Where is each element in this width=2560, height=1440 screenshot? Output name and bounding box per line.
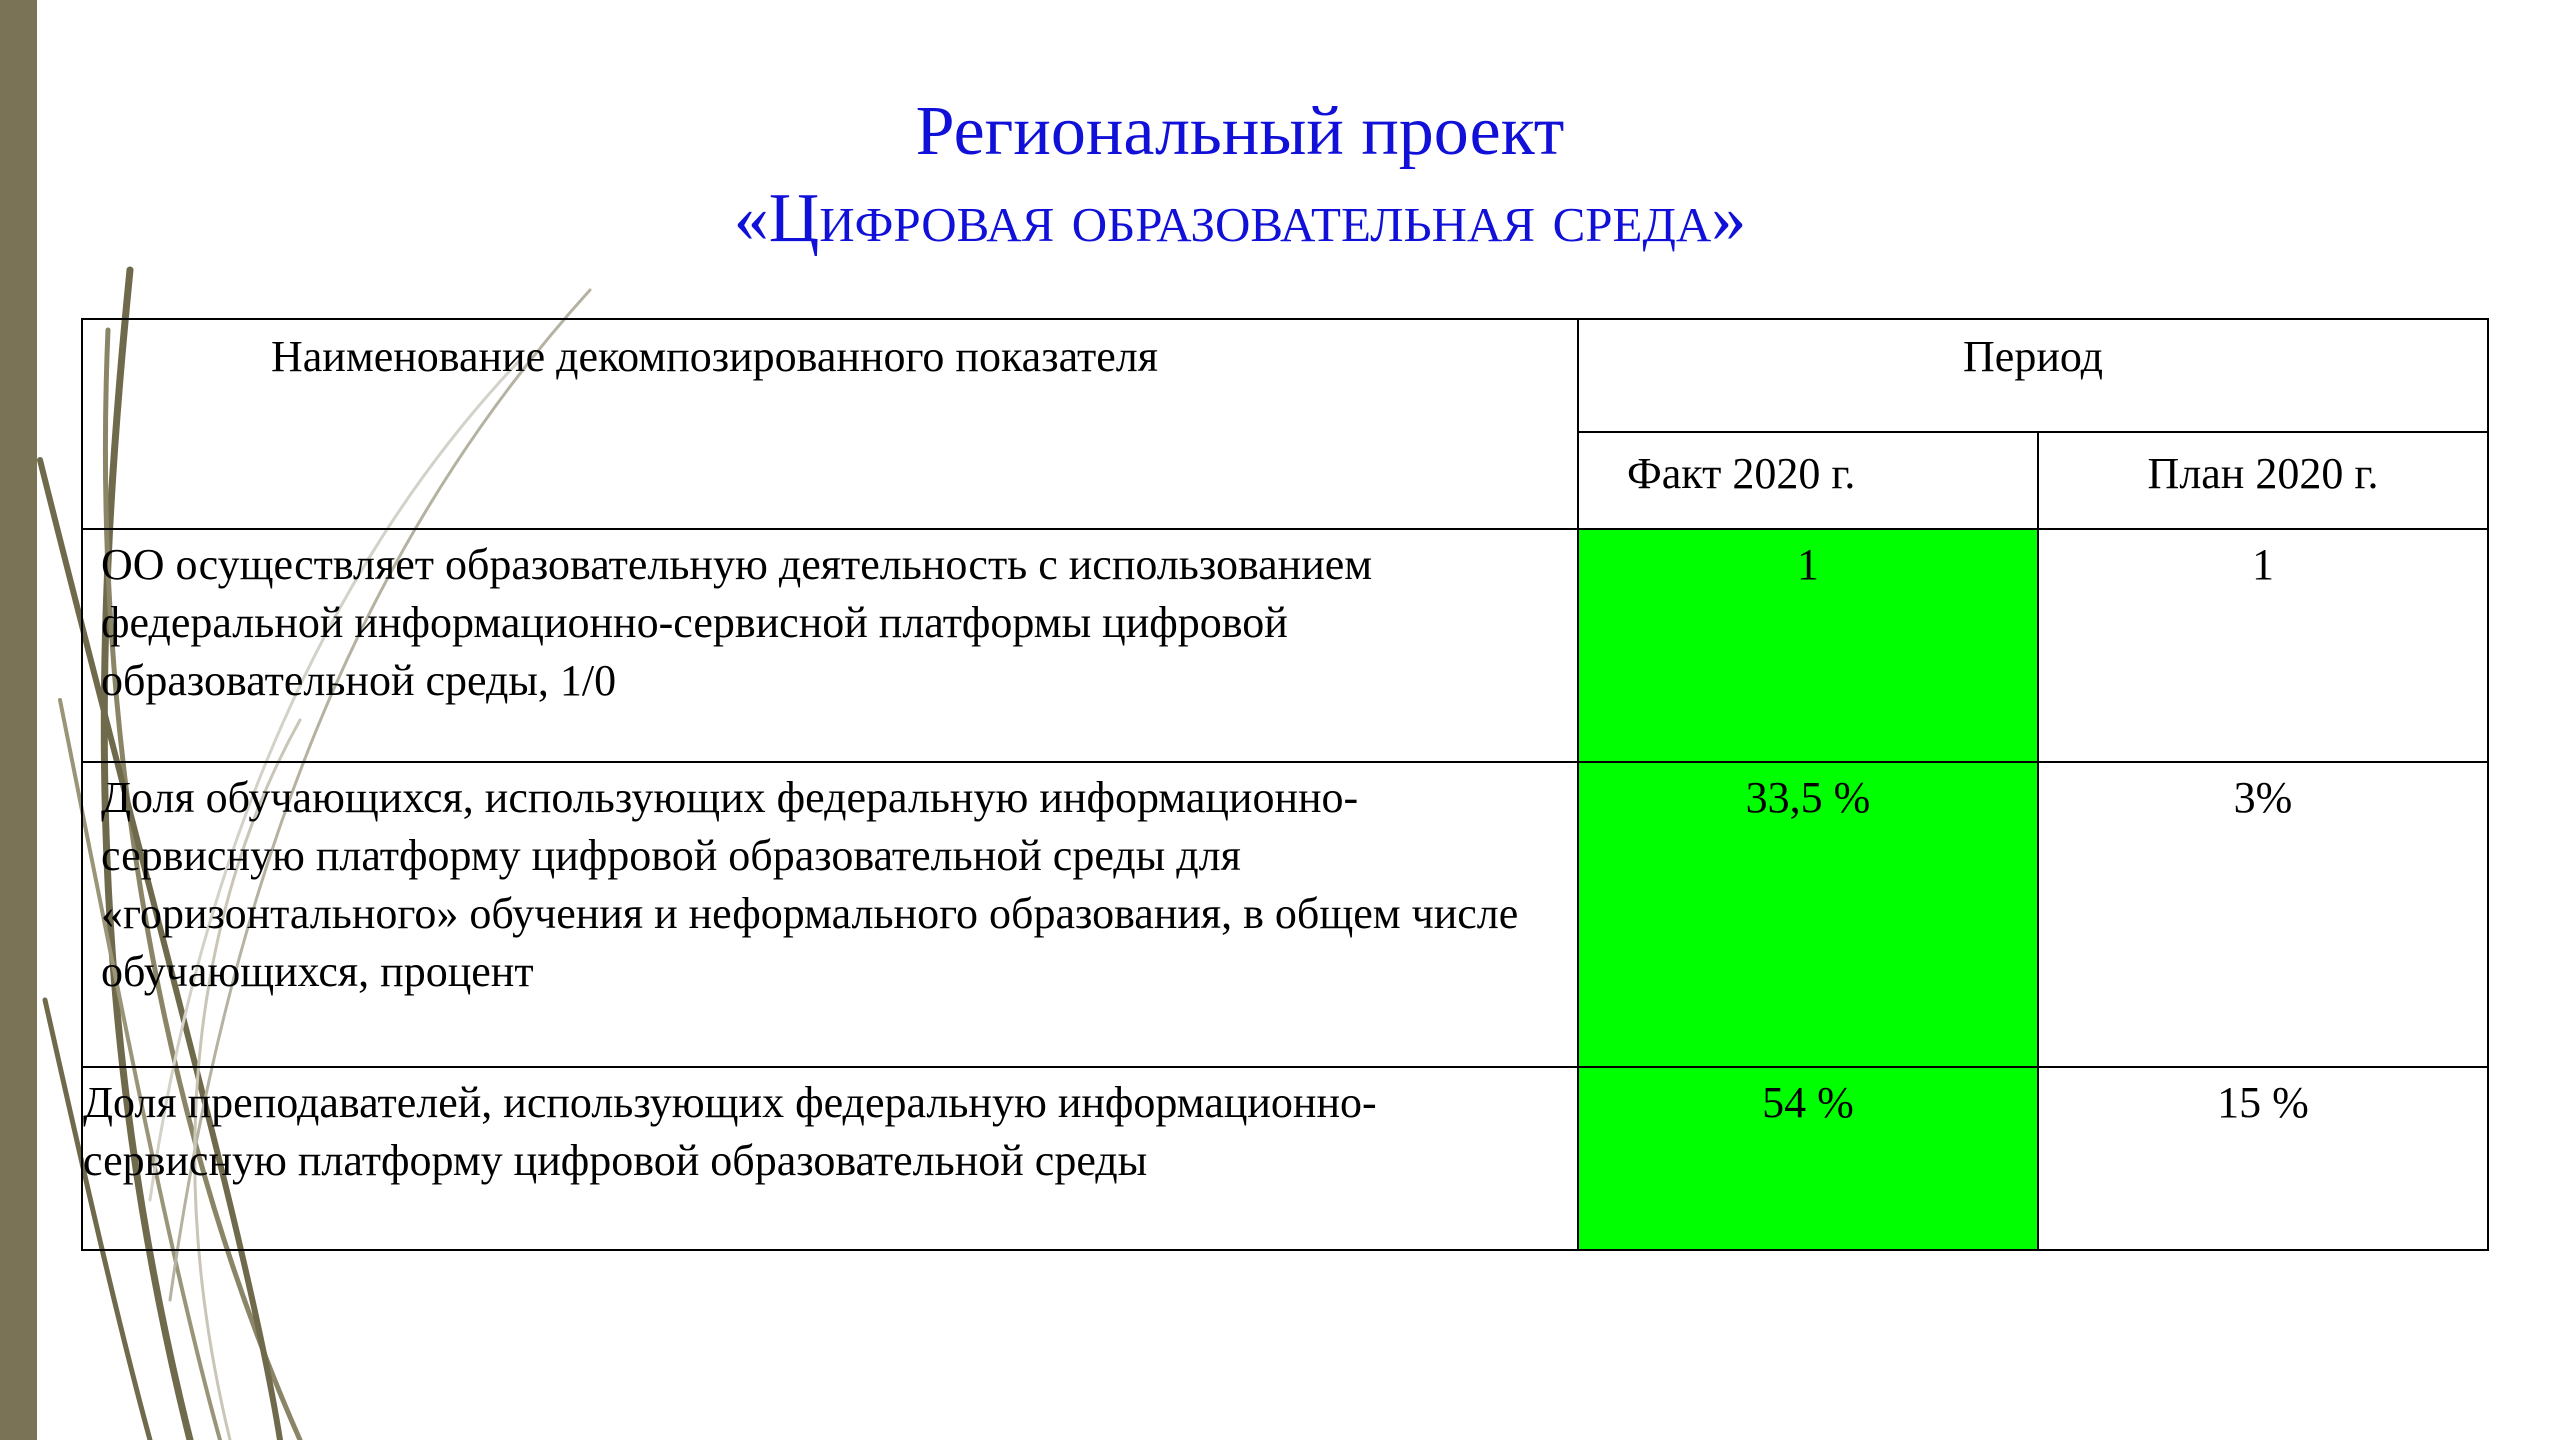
plan-value-cell: 3%: [2038, 762, 2488, 1067]
plan-value-cell: 15 %: [2038, 1067, 2488, 1250]
table-row: [82, 1067, 2488, 1250]
header-plan-2020: План 2020 г.: [2038, 432, 2488, 529]
fact-value-cell: 54 %: [1578, 1067, 2038, 1250]
header-indicator-name: Наименование декомпозированного показателя: [82, 319, 1578, 529]
indicator-name-cell: Доля обучающихся, использующих федеральную информационно-сервисную платформу цифровой образовательной среды для «горизонтального» обучения и неформального образования, в общем числе обучающихся, процент: [82, 762, 1578, 1067]
indicator-name-cell: Доля преподавателей, использующих федеральную информационно-сервисную платформу цифровой образовательной среды: [82, 1067, 1578, 1250]
slide-title: [0, 92, 2480, 259]
table-row: [82, 762, 2488, 1067]
indicators-table: [81, 318, 2489, 1251]
title-line-2: «Цифровая образовательная среда»: [733, 179, 1747, 257]
title-line-1: Региональный проект: [915, 93, 1565, 170]
fact-value-cell: 33,5 %: [1578, 762, 2038, 1067]
table-row: [82, 529, 2488, 762]
header-fact-2020: Факт 2020 г.: [1578, 432, 2038, 529]
fact-value-cell: 1: [1578, 529, 2038, 762]
plan-value-cell: 1: [2038, 529, 2488, 762]
indicator-name-cell: ОО осуществляет образовательную деятельность с использованием федеральной информационно-сервисной платформы цифровой образовательной среды, 1/0: [82, 529, 1578, 762]
table-header-row-1: [82, 319, 2488, 432]
header-period: Период: [1578, 319, 2488, 432]
